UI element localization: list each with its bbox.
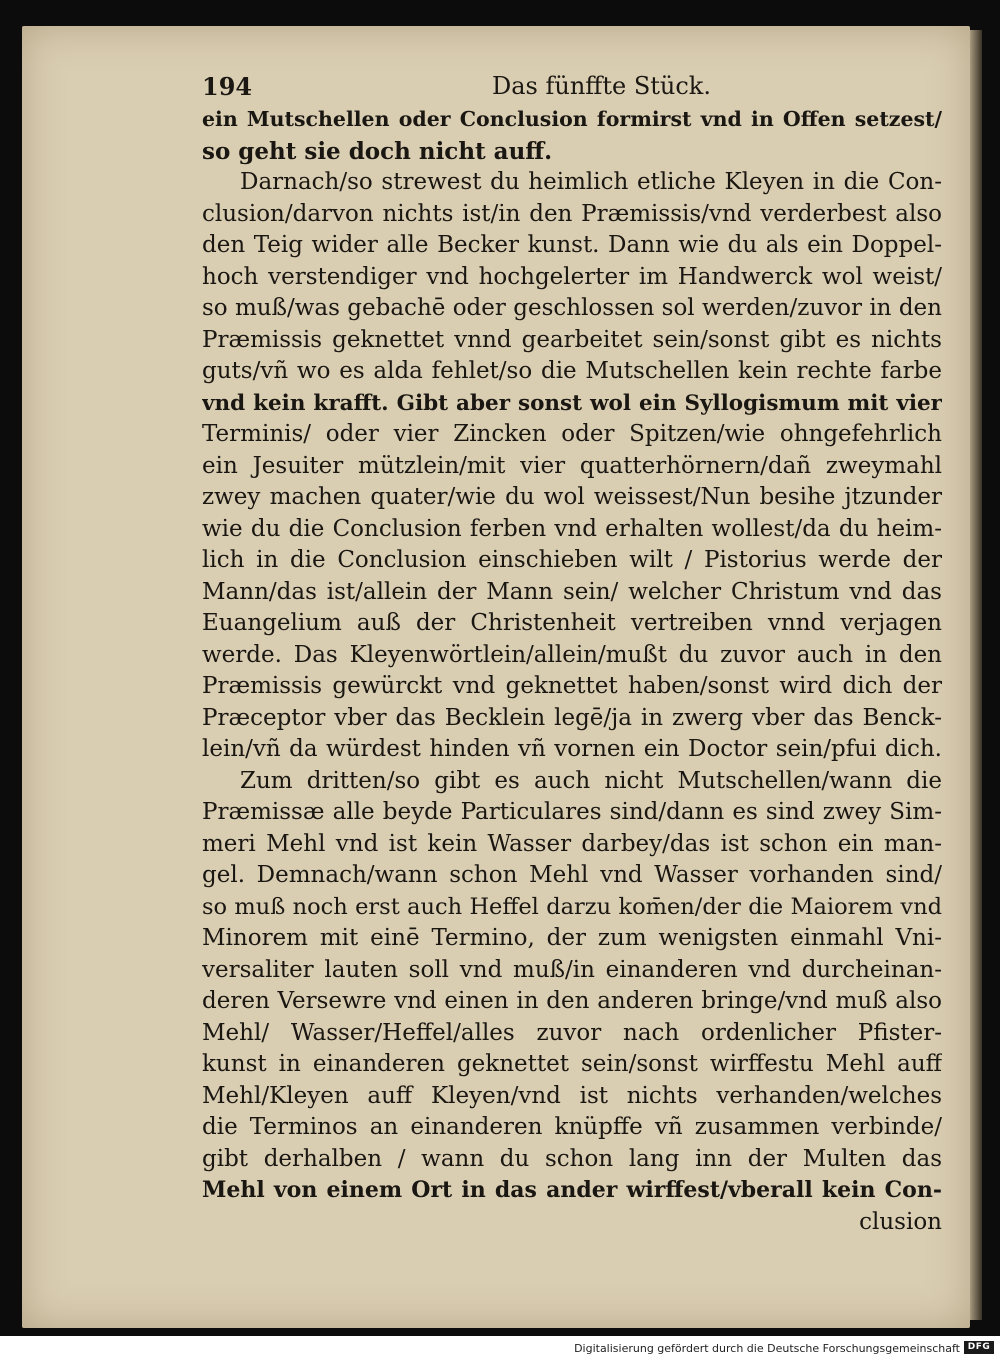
catchword: clusion [859,1208,942,1235]
text-line: clusion/darvon nichts ist/in den Præmissis/vnd verderbest also [202,200,942,227]
text-line: Præmissis gewürckt vnd geknettet haben/sonst wird dich der [202,673,942,699]
body-text [202,104,942,1238]
text-line: ein Jesuiter mützlein/mit vier quatterhörnern/dañ zweymahl [202,452,942,479]
text-line: Minorem mit einē Termino, der zum wenigsten einmahl Vni- [202,925,942,951]
footer-credit: Digitalisierung gefördert durch die Deutsche Forschungsgemeinschaft [574,1342,960,1355]
text-line: wie du die Conclusion ferben vnd erhalten wollest/da du heim- [202,515,942,542]
text-line: so geht sie doch nicht auff. [202,137,553,165]
text-line: ein Mutschellen oder Conclusion formirst vnd in Offen setzest/ [202,107,942,131]
page-header [202,72,942,102]
text-line: die Terminos an einanderen knüpffe vñ zusammen verbinde/ [202,1114,942,1140]
text-line: gel. Demnach/wann schon Mehl vnd Wasser vorhanden sind/ [202,862,942,888]
text-line: Mehl von einem Ort in das ander wirffest/vberall kein Con- [202,1177,942,1203]
text-line: den Teig wider alle Becker kunst. Dann wie du als ein Doppel- [202,232,942,258]
text-line: lich in die Conclusion einschieben wilt / Pistorius werde der [202,547,942,573]
text-line: meri Mehl vnd ist kein Wasser darbey/das ist schon ein man- [202,830,942,857]
text-line: so muß/was gebachē oder geschlossen sol werden/zuvor in den [202,295,942,321]
text-line: Mehl/ Wasser/Heffel/alles zuvor nach ordenlicher Pfister- [202,1019,942,1046]
text-line: zwey machen quater/wie du wol weissest/Nun besihe jtzunder [202,484,942,510]
text-line: Mann/das ist/allein der Mann sein/ welcher Christum vnd das [202,578,942,605]
text-line: kunst in einanderen geknettet sein/sonst wirffestu Mehl auff [202,1051,942,1077]
page-number: 194 [202,72,253,101]
running-head: Das fünffte Stück. [492,72,711,100]
text-line: werde. Das Kleyenwörtlein/allein/mußt du zuvor auch in den [202,641,942,668]
text-line: vnd kein krafft. Gibt aber sonst wol ein Syllogismum mit vier [202,390,942,416]
text-line: Zum dritten/so gibt es auch nicht Mutschellen/wann die [240,767,942,794]
text-line: Præmissis geknettet vnnd gearbeitet sein/sonst gibt es nichts [202,326,942,353]
text-line: Euangelium auß der Christenheit vertreiben vnnd verjagen [202,610,942,636]
text-line: gibt derhalben / wann du schon lang inn der Multen das [202,1145,942,1172]
text-line: so muß noch erst auch Heffel darzu kom̄en/der die Maiorem vnd [202,893,942,920]
text-line: Mehl/Kleyen auff Kleyen/vnd ist nichts verhanden/welches [202,1082,942,1109]
text-line: hoch verstendiger vnd hochgelerter im Handwerck wol weist/ [202,263,942,290]
text-line: deren Versewre vnd einen in den anderen bringe/vnd muß also [202,988,942,1014]
text-line: Darnach/so strewest du heimlich etliche Kleyen in die Con- [240,169,942,195]
text-line: Præmissæ alle beyde Particulares sind/dann es sind zwey Sim- [202,799,942,825]
dfg-logo: DFG [964,1341,994,1354]
text-line: lein/vñ da würdest hinden vñ vornen ein Doctor sein/pfui dich. [202,736,942,762]
page-edge [968,30,982,1320]
text-line: versaliter lauten soll vnd muß/in einanderen vnd durcheinan- [202,956,942,983]
text-line: Terminis/ oder vier Zincken oder Spitzen/wie ohngefehrlich [202,421,942,447]
text-line: Præceptor vber das Becklein legē/ja in zwerg vber das Benck- [202,704,942,731]
text-line: guts/vñ wo es alda fehlet/so die Mutschellen kein rechte farbe [202,358,942,384]
